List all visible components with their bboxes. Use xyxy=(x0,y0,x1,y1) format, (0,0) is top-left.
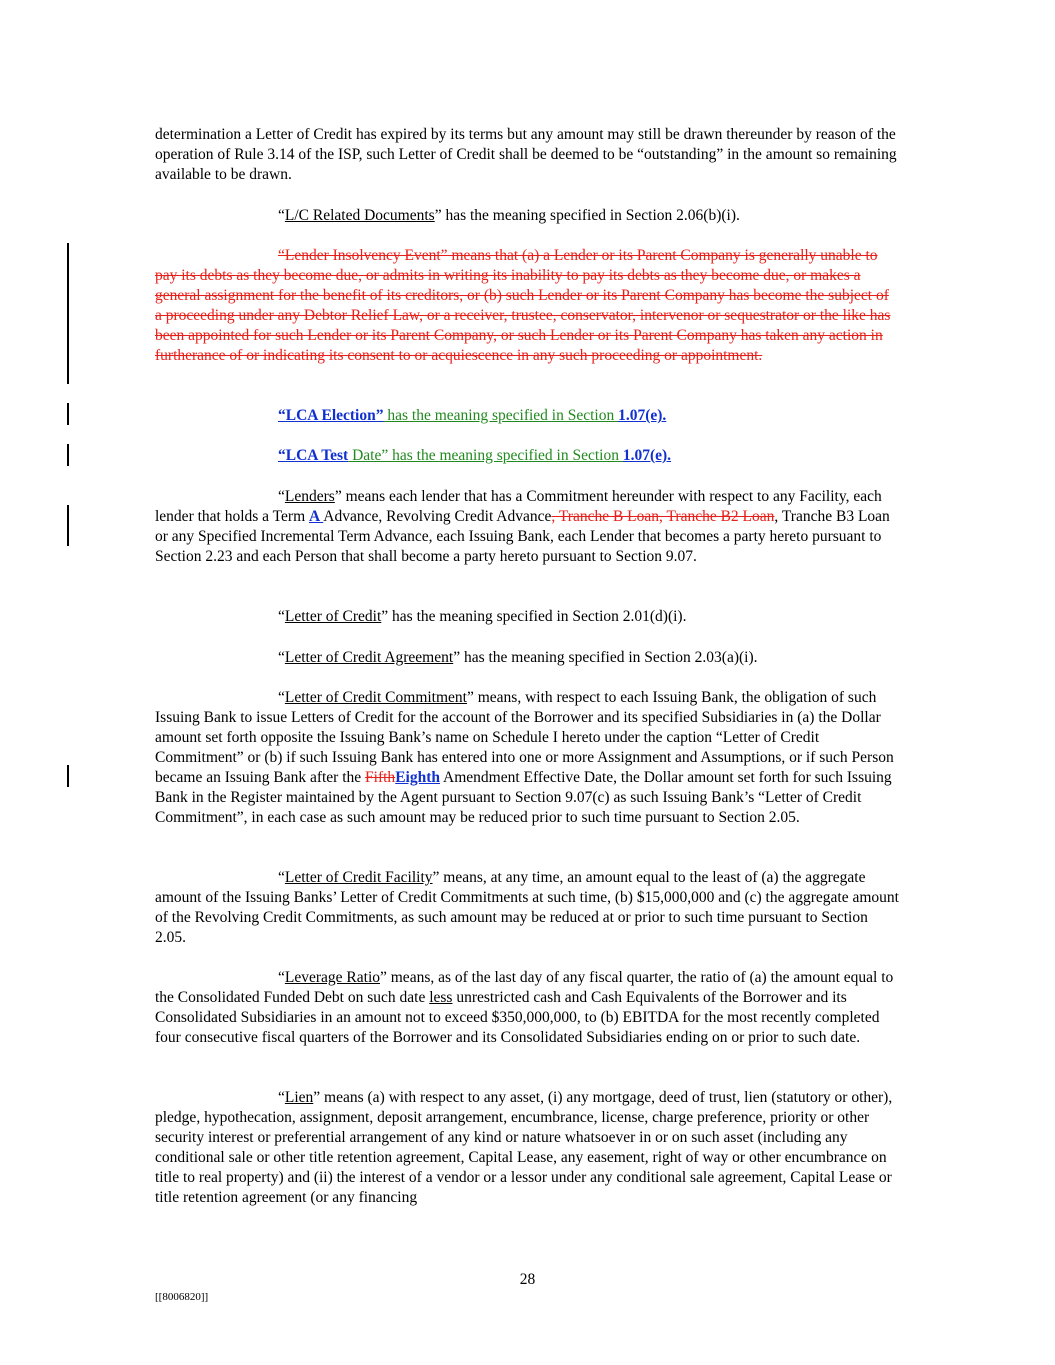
definition-letter-of-credit: “Letter of Credit” has the meaning specified in Section 2.01(d)(i). xyxy=(278,608,687,625)
moved-text: Date” has the meaning specified in Section xyxy=(348,447,623,464)
inserted-text: A xyxy=(309,508,324,525)
inserted-reference: 1.07(e). xyxy=(618,407,667,424)
defined-term: Leverage Ratio xyxy=(284,969,380,986)
definition-text: ” has the meaning specified in Section 2.06(b)(i). xyxy=(434,207,740,224)
paragraph-continuation xyxy=(155,125,899,185)
definition-letter-of-credit-facility: “Letter of Credit Facility” means, at any time, an amount equal to the least of (a) the aggregate amount of the Issuing Banks’ Letter of Credit Commitments at such time, (b) $15,000,000 and (c) the aggregate amount of the Revolving Credit Commitments, as such amount may be reduced at or prior to such time pursuant to Section 2.05. xyxy=(155,869,899,946)
defined-term: Lien xyxy=(284,1089,314,1106)
defined-term: Letter of Credit Commitment xyxy=(284,689,467,706)
definition-lenders: “Lenders” means each lender that has a Commitment hereunder with respect to any Facility, each lender that holds a Term A Advance, Revolving Credit Advance, Tranche B Loan, Tranche B2 Loan, Tranche B3 Loan or any Specified Incremental Term Advance, each Issuing Bank, each Lender that becomes a party hereto pursuant to Section 2.23 and each Person that shall become a party hereto pursuant to Section 9.07. xyxy=(155,488,890,565)
defined-term: Letter of Credit Agreement xyxy=(284,649,454,666)
change-bar xyxy=(67,243,69,384)
definition-text: ” means (a) with respect to any asset, (i) any mortgage, deed of trust, lien (statutory or other), pledge, hypothecation, assignment, deposit arrangement, encumbrance, license, charge preference, priority or other security interest or preferential arrangement of any kind or nature whatsoever in or on such asset (including any conditional sale or other title retention agreement, Capital Lease, any easement, right of way or other encumbrance on title to real property) and (ii) the interest of a vendor or a lessor under any conditional sale agreement, Capital Lease or title retention agreement (or any financing xyxy=(155,1089,893,1206)
defined-term: Lenders xyxy=(284,488,335,505)
deleted-term: “Lender Insolvency Event” xyxy=(278,247,448,264)
underlined-word: less xyxy=(429,989,453,1006)
document-id: [[8006820]] xyxy=(155,1291,209,1303)
page-number: 28 xyxy=(519,1271,536,1288)
defined-term: Letter of Credit Facility xyxy=(284,869,433,886)
defined-term: Letter of Credit xyxy=(284,608,382,625)
definition-lc-related-documents: “L/C Related Documents” has the meaning specified in Section 2.06(b)(i). xyxy=(278,207,740,224)
definition-lca-election xyxy=(155,406,899,426)
definition-lca-test-date xyxy=(155,446,899,466)
deleted-text: Fifth xyxy=(365,769,396,786)
change-bar xyxy=(67,765,69,787)
inserted-term: “LCA Test xyxy=(278,447,349,464)
change-bar xyxy=(67,505,69,546)
change-bar xyxy=(67,444,69,466)
inserted-text: Eighth xyxy=(395,769,440,786)
change-bar xyxy=(67,403,69,425)
definition-lien: “Lien” means (a) with respect to any asset, (i) any mortgage, deed of trust, lien (statutory or other), pledge, hypothecation, assignment, deposit arrangement, encumbrance, license, charge preference, priority or other security interest or preferential arrangement of any kind or nature whatsoever in or on such asset (including any conditional sale or other title retention agreement, Capital Lease, any easement, right of way or other encumbrance on title to real property) and (ii) the interest of a vendor or a lessor under any conditional sale agreement, Capital Lease or title retention agreement (or any financing xyxy=(155,1089,893,1206)
moved-text: has the meaning specified in Section xyxy=(383,407,619,424)
inserted-term: “LCA Election” xyxy=(278,407,384,424)
definition-text: ” means, at any time, an amount equal to the least of (a) the aggregate amount of the Issuing Banks’ Letter of Credit Commitments at such time, (b) $15,000,000 and (c) the aggregate amount of the Revolving Credit Commitments, as such amount may be reduced at or prior to such time pursuant to Section 2.05. xyxy=(155,869,899,946)
deleted-text: means that (a) a Lender or its Parent Company is generally unable to pay its debts as they become due, or admits in writing its inability to pay its debts as they become due, or makes a general assignment for the benefit of its creditors, or (b) such Lender or its Parent Company has become the subject of a proceeding under any Debtor Relief Law, or a receiver, trustee, conservator, intervenor or sequestrator or the like has been appointed for such Lender or its Parent Company, or such Lender or its Parent Company has taken any action in furtherance of or indicating its consent to or acquiescence in any such proceeding or appointment. xyxy=(155,247,891,364)
definition-letter-of-credit-commitment: “Letter of Credit Commitment” means, with respect to each Issuing Bank, the obligation of such Issuing Bank to issue Letters of Credit for the account of the Borrower and its specified Subsidiaries in (a) the Dollar amount set forth opposite the Issuing Bank’s name on Schedule I hereto under the caption “Letter of Credit Commitment” or (b) if such Issuing Bank has entered into one or more Assignment and Assumptions, or if such Person became an Issuing Bank after the FifthEighth Amendment Effective Date, the Dollar amount set forth for such Issuing Bank in the Register maintained by the Agent pursuant to Section 9.07(c) as such Issuing Bank’s “Letter of Credit Commitment”, in each case as such amount may be reduced prior to such time pursuant to Section 2.05. xyxy=(155,689,894,826)
definition-lender-insolvency-event-deleted xyxy=(155,246,899,366)
deleted-text: , Tranche B Loan, Tranche B2 Loan xyxy=(551,508,775,525)
defined-term: L/C Related Documents xyxy=(284,207,435,224)
definition-leverage-ratio: “Leverage Ratio” means, as of the last day of any fiscal quarter, the ratio of (a) the amount equal to the Consolidated Funded Debt on such date less unrestricted cash and Cash Equivalents of the Borrower and its Consolidated Subsidiaries in an amount not to exceed $350,000,000, to (b) EBITDA for the most recently completed four consecutive fiscal quarters of the Borrower and its Consolidated Subsidiaries ending on or prior to such date. xyxy=(155,969,894,1046)
definition-text: ” has the meaning specified in Section 2.03(a)(i). xyxy=(453,649,758,666)
paragraph-text: determination a Letter of Credit has expired by its terms but any amount may still be drawn thereunder by reason of the operation of Rule 3.14 of the ISP, such Letter of Credit shall be deemed to be “outstanding” in the amount so remaining available to be drawn. xyxy=(155,126,897,183)
definition-letter-of-credit-agreement: “Letter of Credit Agreement” has the meaning specified in Section 2.03(a)(i). xyxy=(278,649,758,666)
definition-text: ” has the meaning specified in Section 2.01(d)(i). xyxy=(381,608,687,625)
inserted-reference: 1.07(e). xyxy=(622,447,672,464)
